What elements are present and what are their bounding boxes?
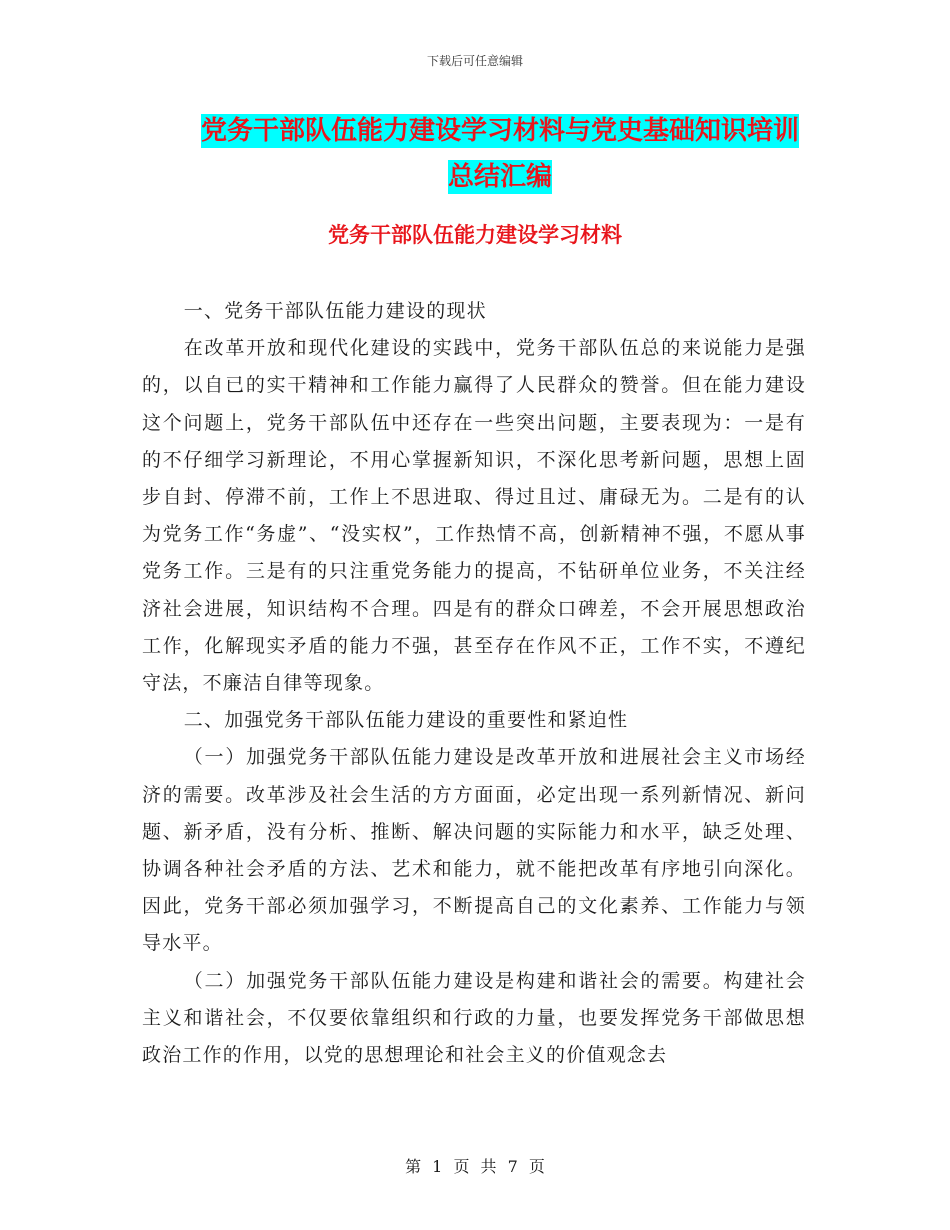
heading-importance: 二、加强党务干部队伍能力建设的重要性和紧迫性	[183, 709, 629, 732]
paragraph-point-one: （一）加强党务干部队伍能力建设是改革开放和进展社会主义市场经济的需要。改革涉及社会生活的方方面面，必定出现一系列新情况、新问题、新矛盾，没有分析、推断、解决问题的实际能力和水平，缺乏处理、协调各种社会矛盾的方法、艺术和能力，就不能把改革有序地引向深化。因此，党务干部必须加强学习，不断提高自己的文化素养、工作能力与领导水平。	[142, 746, 806, 955]
paragraph-current-status: 在改革开放和现代化建设的实践中，党务干部队伍总的来说能力是强的，以自已的实干精神和工作能力赢得了人民群众的赞誉。但在能力建设这个问题上，党务干部队伍中还存在一些突出问题，主要表现为：一是有的不仔细学习新理论，不用心掌握新知识，不深化思考新问题，思想上固步自封、停滞不前，工作上不思进取、得过且过、庸碌无为。二是有的认为党务工作“务虚”、“没实权”，工作热情不高，创新精神不强，不愿从事党务工作。三是有的只注重党务能力的提高，不钻研单位业务，不关注经济社会进展，知识结构不合理。四是有的群众口碑差，不会开展思想政治工作，化解现实矛盾的能力不强，甚至存在作风不正，工作不实，不遵纪守法，不廉洁自律等现象。	[142, 337, 806, 695]
section-title: 党务干部队伍能力建设学习材料	[328, 223, 622, 247]
page-header-note: 下载后可任意编辑	[426, 54, 523, 68]
document-title	[190, 108, 810, 200]
document-title-text: 党务干部队伍能力建设学习材料与党史基础知识培训总结汇编	[200, 116, 799, 192]
document-body	[142, 293, 806, 1074]
heading-current-status: 一、党务干部队伍能力建设的现状	[183, 300, 487, 322]
page-number-footer: 第 1 页 共 7 页	[405, 1157, 545, 1176]
paragraph-point-two: （二）加强党务干部队伍能力建设是构建和谐社会的需要。构建社会主义和谐社会，不仅要依靠组织和行政的力量，也要发挥党务干部做思想政治工作的作用，以党的思想理论和社会主义的价值观念去	[142, 969, 806, 1067]
